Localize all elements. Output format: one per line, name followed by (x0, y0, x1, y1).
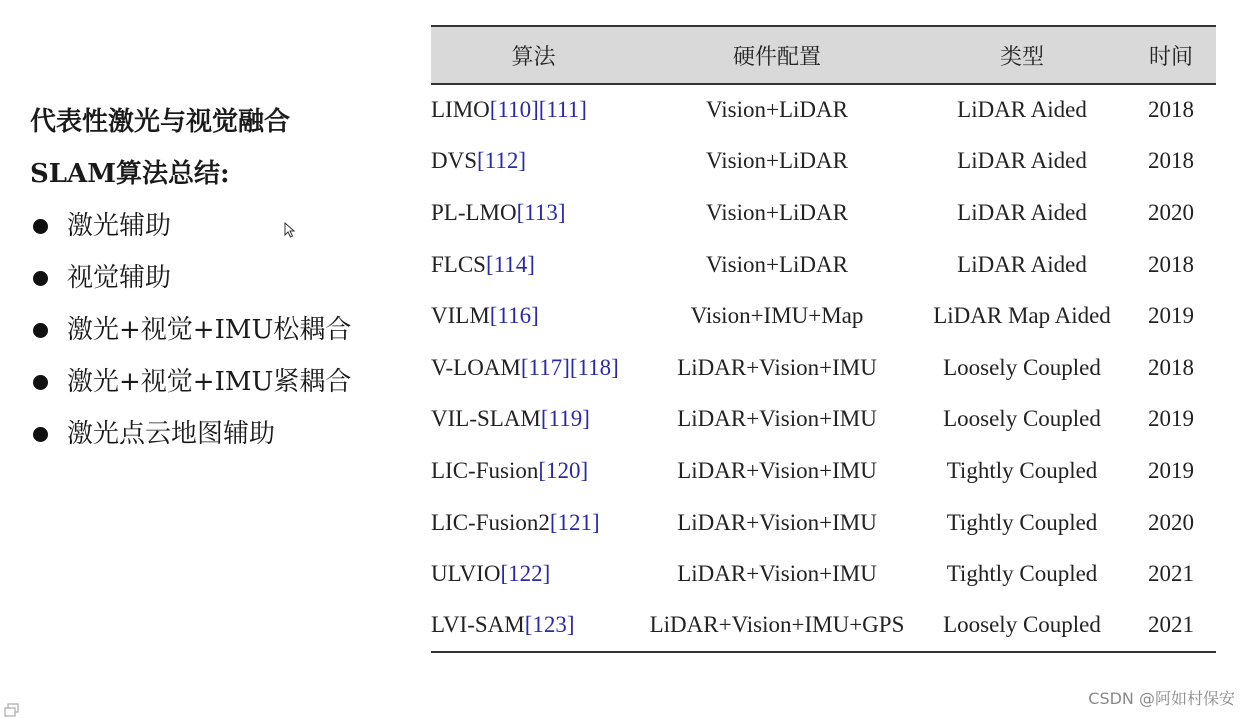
cell-hardware: LiDAR+Vision+IMU+GPS (636, 600, 918, 652)
table-row (431, 136, 1216, 188)
table-row (431, 497, 1216, 549)
bullet-dot-icon (33, 219, 48, 234)
cell-type: Tightly Coupled (946, 457, 1098, 483)
algorithm-name: DVS (431, 148, 478, 174)
reference-link[interactable]: [116] (489, 303, 539, 329)
cell-algorithm (431, 136, 636, 188)
cell-algorithm (431, 445, 636, 497)
cell-algorithm (431, 239, 636, 291)
table-row (431, 548, 1216, 600)
bullet-item (30, 304, 390, 356)
algorithm-name: LIMO (431, 97, 490, 123)
summary-title-line2: SLAM算法总结: (30, 159, 230, 189)
algorithm-name: LVI-SAM (431, 612, 525, 638)
bullet-dot-icon (33, 427, 48, 442)
reference-link[interactable]: [123] (524, 612, 575, 638)
table-row (431, 600, 1216, 652)
header-hardware: 硬件配置 (636, 26, 918, 84)
reference-link[interactable]: [113] (516, 199, 566, 225)
bullet-dot-icon (33, 271, 48, 286)
bullet-dot-icon (33, 375, 48, 390)
header-type: 类型 (918, 26, 1126, 84)
reference-link[interactable]: [118] (569, 354, 619, 380)
table-row (431, 187, 1216, 239)
table-row (431, 290, 1216, 342)
cell-year: 2019 (1148, 303, 1194, 329)
algorithm-table (431, 25, 1216, 653)
reference-link[interactable]: [122] (500, 561, 551, 587)
algorithm-name: V-LOAM (431, 354, 521, 380)
bullet-item (30, 252, 390, 304)
cell-hardware: LiDAR+Vision+IMU (677, 354, 877, 380)
cell-year: 2019 (1148, 406, 1194, 432)
cell-hardware: Vision+LiDAR (706, 199, 848, 225)
mouse-pointer-icon (284, 222, 296, 238)
algorithm-table-container (431, 25, 1216, 653)
bullet-text: 激光+视觉+IMU紧耦合 (67, 367, 352, 397)
bullet-text: 视觉辅助 (67, 263, 172, 293)
cell-type: Tightly Coupled (946, 561, 1098, 587)
cell-algorithm (431, 84, 636, 136)
cell-year: 2019 (1148, 457, 1194, 483)
cell-algorithm (431, 187, 636, 239)
bullet-list (30, 200, 390, 460)
cell-algorithm (431, 548, 636, 600)
cell-year: 2018 (1148, 251, 1194, 277)
reference-link[interactable]: [112] (477, 148, 526, 174)
bullet-item (30, 200, 390, 252)
cell-type: Loosely Coupled (918, 600, 1126, 652)
table-row (431, 239, 1216, 291)
cell-type: Tightly Coupled (946, 509, 1098, 535)
algorithm-name: ULVIO (431, 561, 501, 587)
bullet-text: 激光点云地图辅助 (67, 419, 276, 449)
bullet-text: 激光辅助 (67, 211, 172, 241)
reference-link[interactable]: [120] (538, 457, 589, 483)
reference-link[interactable]: [110] (489, 97, 539, 123)
algorithm-name: VIL-SLAM (431, 406, 541, 432)
cell-type: Loosely Coupled (943, 354, 1101, 380)
algorithm-name: LIC-Fusion (431, 457, 539, 483)
cell-type: LiDAR Aided (957, 251, 1087, 277)
window-restore-icon (4, 703, 20, 717)
cell-hardware: LiDAR+Vision+IMU (677, 509, 877, 535)
cell-year: 2020 (1148, 199, 1194, 225)
cell-type: Loosely Coupled (943, 406, 1101, 432)
reference-link[interactable]: [119] (540, 406, 590, 432)
cell-year: 2021 (1148, 561, 1194, 587)
reference-link[interactable]: [114] (485, 251, 535, 277)
cell-algorithm (431, 600, 636, 652)
bullet-text: 激光+视觉+IMU松耦合 (67, 315, 352, 345)
cell-hardware: LiDAR+Vision+IMU (677, 561, 877, 587)
cell-hardware: Vision+LiDAR (706, 97, 848, 123)
cell-algorithm (431, 497, 636, 549)
cell-algorithm (431, 394, 636, 446)
table-body (431, 84, 1216, 652)
cell-year: 2020 (1148, 509, 1194, 535)
cell-hardware: Vision+LiDAR (706, 251, 848, 277)
cell-year: 2018 (1148, 148, 1194, 174)
table-row (431, 342, 1216, 394)
cell-type: LiDAR Map Aided (933, 303, 1111, 329)
bullet-dot-icon (33, 323, 48, 338)
cell-year: 2018 (1148, 97, 1194, 123)
cell-hardware: Vision+IMU+Map (690, 303, 864, 329)
cell-algorithm (431, 290, 636, 342)
table-row (431, 84, 1216, 136)
cell-year: 2021 (1126, 600, 1216, 652)
algorithm-name: VILM (431, 303, 490, 329)
reference-link[interactable]: [121] (549, 509, 600, 535)
table-header-row (431, 26, 1216, 84)
algorithm-name: PL-LMO (431, 199, 517, 225)
cell-algorithm (431, 342, 636, 394)
cell-hardware: LiDAR+Vision+IMU (677, 457, 877, 483)
cell-type: LiDAR Aided (957, 199, 1087, 225)
header-algorithm: 算法 (431, 26, 636, 84)
bullet-item (30, 356, 390, 408)
algorithm-name: LIC-Fusion2 (431, 509, 550, 535)
header-year: 时间 (1126, 26, 1216, 84)
cell-type: LiDAR Aided (957, 97, 1087, 123)
cell-hardware: Vision+LiDAR (706, 148, 848, 174)
reference-link[interactable]: [117] (520, 354, 570, 380)
cell-hardware: LiDAR+Vision+IMU (677, 406, 877, 432)
cell-year: 2018 (1148, 354, 1194, 380)
cell-type: LiDAR Aided (957, 148, 1087, 174)
summary-panel (30, 96, 390, 460)
reference-link[interactable]: [111] (538, 97, 587, 123)
bullet-item (30, 408, 390, 460)
algorithm-name: FLCS (431, 251, 486, 277)
summary-title-line1: 代表性激光与视觉融合 (30, 107, 291, 137)
table-row (431, 394, 1216, 446)
table-row (431, 445, 1216, 497)
watermark: CSDN @阿如村保安 (1088, 689, 1235, 708)
